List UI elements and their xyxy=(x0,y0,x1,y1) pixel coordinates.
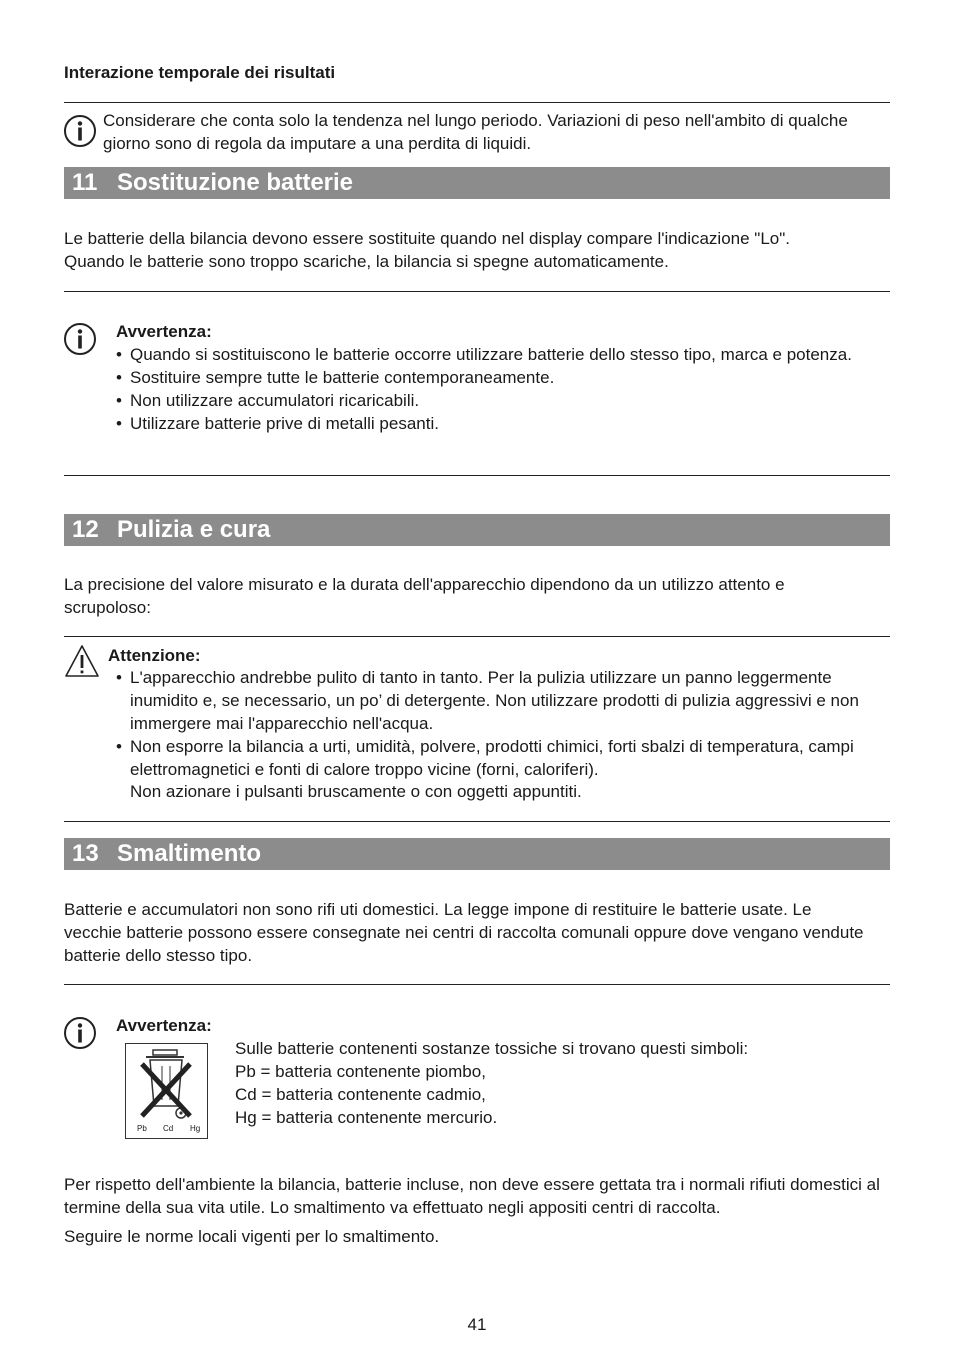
paragraph: Le batterie della bilancia devono essere sostituite quando nel display compare l'indicazione "Lo". Quando le batterie sono troppo scariche, la bilancia si spegne automaticamente. xyxy=(64,229,790,271)
page-number: 41 xyxy=(467,1315,487,1334)
warning-label: Attenzione: xyxy=(108,646,201,665)
divider xyxy=(64,291,890,292)
info-icon xyxy=(63,322,97,356)
section-header-13 xyxy=(64,838,890,870)
bullet-list xyxy=(116,343,856,435)
bin-label: Cd xyxy=(163,1124,174,1133)
symbol-legend xyxy=(235,1037,875,1129)
paragraph: La precisione del valore misurato e la durata dell'apparecchio dipendono da un utilizzo attento e scrupoloso: xyxy=(64,575,785,617)
divider xyxy=(64,102,890,103)
divider xyxy=(64,475,890,476)
legend-line: Hg = batteria contenente mercurio. xyxy=(235,1108,498,1127)
bin-label: Pb xyxy=(137,1124,147,1133)
legend-line: Pb = batteria contenente piombo, xyxy=(235,1062,486,1081)
warning-icon xyxy=(64,644,100,678)
section-header-11 xyxy=(64,167,890,199)
extra-line: Non azionare i pulsanti bruscamente o con oggetti appuntiti. xyxy=(130,782,582,801)
section-header-12 xyxy=(64,514,890,546)
list-item: • Non esporre la bilancia a urti, umidità, polvere, prodotti chimici, forti sbalzi di temperatura, campi elettromagnetici e fonti di calore troppo vicine (forni, caloriferi). xyxy=(116,737,854,779)
paragraph: Batterie e accumulatori non sono rifi uti domestici. La legge impone di restituire le batterie usate. Le vecchie batterie possono essere consegnate nei centri di raccolta comunali oppure dove vengano vendute batterie dello stesso tipo. xyxy=(64,900,864,965)
info-icon xyxy=(63,1016,97,1050)
bullet-list xyxy=(116,666,878,781)
section-title: Sostituzione batterie xyxy=(117,169,354,196)
divider xyxy=(64,821,890,822)
notice-label: Avvertenza: xyxy=(116,322,212,341)
section-title: Smaltimento xyxy=(117,840,262,867)
legend-line: Sulle batterie contenenti sostanze tossiche si trovano questi simboli: xyxy=(235,1039,749,1058)
note-text: Considerare che conta solo la tendenza nel lungo periodo. Variazioni di peso nell'ambito di qualche giorno sono di regola da imputare a una perdita di liquidi. xyxy=(103,111,848,153)
divider xyxy=(64,636,890,637)
list-item: • Non utilizzare accumulatori ricaricabili. xyxy=(116,391,420,410)
info-icon xyxy=(63,114,97,148)
legend-line: Cd = batteria contenente cadmio, xyxy=(235,1085,486,1104)
list-item: • Quando si sostituiscono le batterie occorre utilizzare batterie dello stesso tipo, marca e potenza. xyxy=(116,345,852,364)
section-title: Pulizia e cura xyxy=(117,516,271,543)
paragraph: Per rispetto dell'ambiente la bilancia, batterie incluse, non deve essere gettata tra i normali rifiuti domestici al termine della sua vita utile. Lo smaltimento va effettuato negli appositi centri di raccolta. xyxy=(64,1175,880,1217)
paragraph: Seguire le norme locali vigenti per lo smaltimento. xyxy=(64,1227,440,1246)
notice-label: Avvertenza: xyxy=(116,1016,212,1035)
section-number: 13 xyxy=(72,840,99,867)
crossed-bin-symbol xyxy=(125,1043,208,1139)
list-item: • Utilizzare batterie prive di metalli pesanti. xyxy=(116,414,439,433)
divider xyxy=(64,984,890,985)
bin-label: Hg xyxy=(190,1124,201,1133)
subheading: Interazione temporale dei risultati xyxy=(64,63,336,82)
list-item: • Sostituire sempre tutte le batterie contemporaneamente. xyxy=(116,368,555,387)
section-number: 12 xyxy=(72,516,99,543)
crossed-bin-icon xyxy=(126,1044,207,1122)
section-number: 11 xyxy=(72,169,98,196)
list-item: • L'apparecchio andrebbe pulito di tanto in tanto. Per la pulizia utilizzare un panno leggermente inumidito e, se necessario, un po’ di detergente. Non utilizzare prodotti di pulizia aggressivi e non immergere mai l'apparecchio nell'acqua. xyxy=(116,668,859,733)
